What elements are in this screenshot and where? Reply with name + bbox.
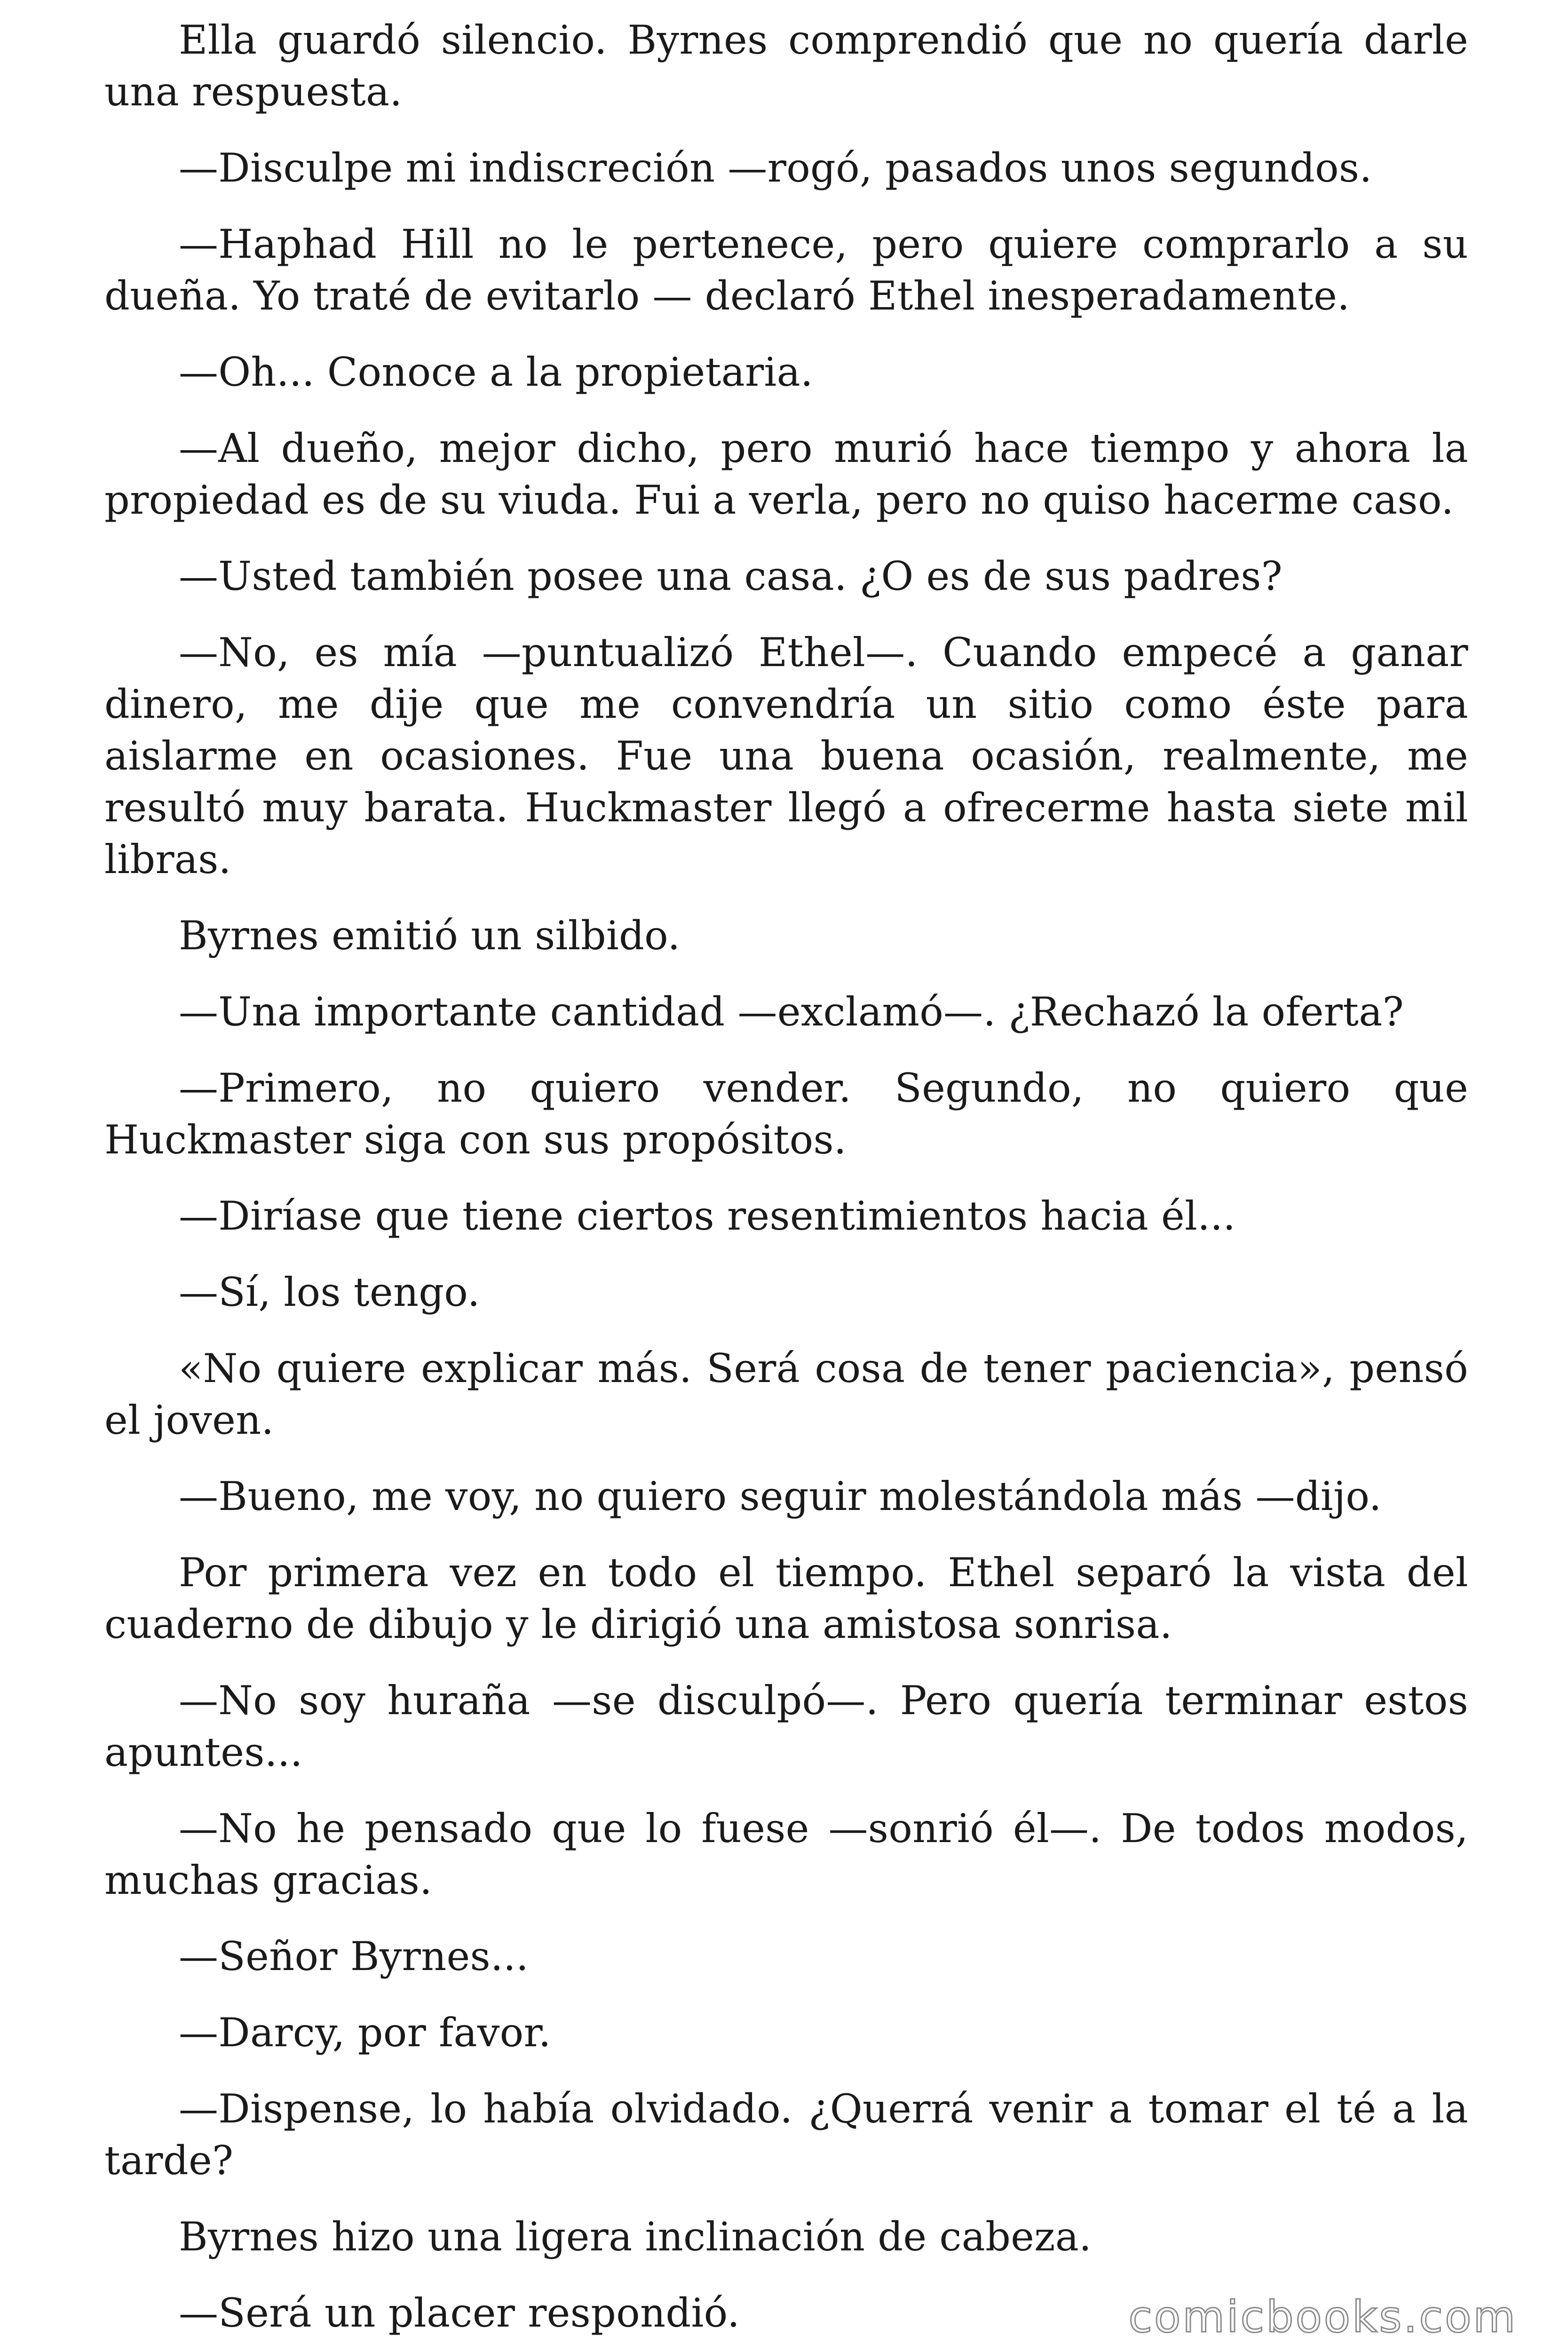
- paragraph: —Oh... Conoce a la propietaria.: [179, 349, 813, 395]
- page-body: [104, 14, 1468, 2352]
- watermark: comicbooks.com: [1128, 2292, 1517, 2342]
- paragraph: Ella guardó silencio. Byrnes comprendió que no quería darle una respuesta.: [104, 17, 1468, 115]
- paragraph: Por primera vez en todo el tiempo. Ethel separó la vista del cuaderno de dibujo y le dirigió una amistosa sonrisa.: [104, 1549, 1468, 1647]
- paragraph: —Sí, los tengo.: [179, 1269, 480, 1315]
- paragraph: —No he pensado que lo fuese —sonrió él—. De todos modos, muchas gracias.: [104, 1805, 1468, 1903]
- paragraph: «No quiere explicar más. Será cosa de tener paciencia», pensó el joven.: [104, 1345, 1468, 1443]
- paragraph: Byrnes emitió un silbido.: [179, 913, 681, 959]
- paragraph: —Primero, no quiero vender. Segundo, no quiero que Huckmaster siga con sus propósitos.: [104, 1065, 1468, 1163]
- paragraph: —Bueno, me voy, no quiero seguir molestándola más —dijo.: [179, 1473, 1382, 1519]
- paragraph: —No, es mía —puntualizó Ethel—. Cuando empecé a ganar dinero, me dije que me convendría un sitio como éste para aislarme en ocasiones. Fue una buena ocasión, realmente, me resultó muy barata. Huckmaster llegó a ofrecerme hasta siete mil libras.: [104, 629, 1468, 882]
- paragraph: —Darcy, por favor.: [179, 2010, 551, 2056]
- paragraph: —Una importante cantidad —exclamó—. ¿Rechazó la oferta?: [179, 989, 1404, 1035]
- paragraph: —Será un placer respondió.: [179, 2290, 740, 2336]
- paragraph: —Haphad Hill no le pertenece, pero quiere comprarlo a su dueña. Yo traté de evitarlo — declaró Ethel inesperadamente.: [104, 221, 1468, 319]
- paragraph: —Dispense, lo había olvidado. ¿Querrá venir a tomar el té a la tarde?: [104, 2086, 1468, 2184]
- paragraph: —No soy huraña —se disculpó—. Pero quería terminar estos apuntes...: [104, 1677, 1468, 1775]
- paragraph: —Señor Byrnes...: [179, 1933, 529, 1979]
- paragraph: Byrnes hizo una ligera inclinación de cabeza.: [179, 2214, 1092, 2260]
- paragraph: —Al dueño, mejor dicho, pero murió hace tiempo y ahora la propiedad es de su viuda. Fui a verla, pero no quiso hacerme caso.: [104, 425, 1468, 523]
- paragraph: —Disculpe mi indiscreción —rogó, pasados unos segundos.: [179, 145, 1372, 191]
- paragraph: —Usted también posee una casa. ¿O es de sus padres?: [179, 553, 1283, 599]
- paragraph: —Diríase que tiene ciertos resentimientos hacia él...: [179, 1193, 1236, 1239]
